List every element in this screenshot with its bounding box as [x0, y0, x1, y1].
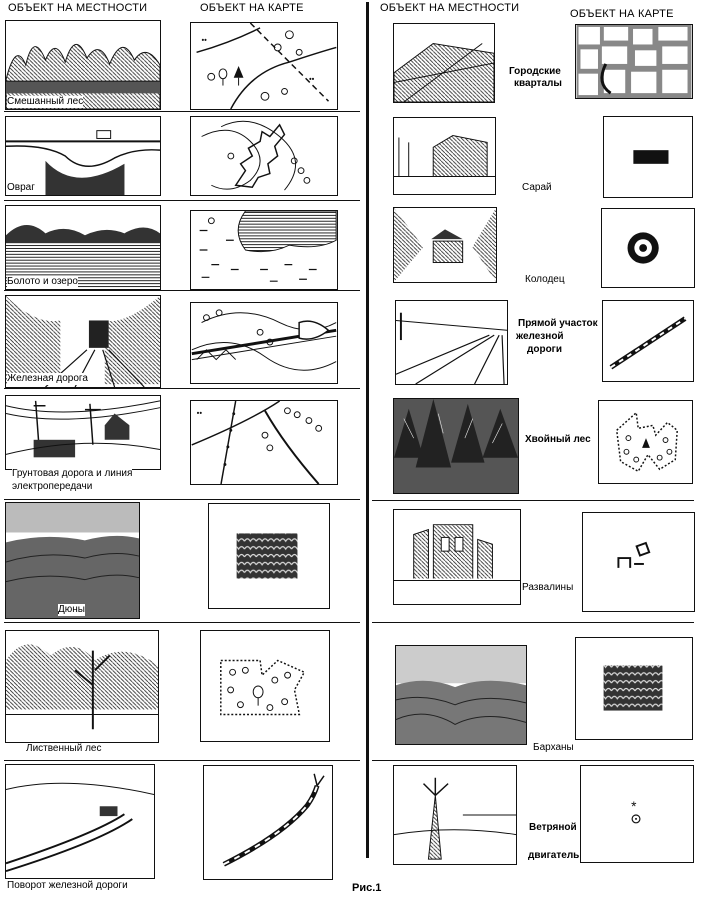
caption-coniferous-forest: Хвойный лес [525, 434, 591, 445]
header-left-terrain: ОБЪЕКТ НА МЕСТНОСТИ [8, 2, 148, 14]
caption-well: Колодец [525, 274, 565, 285]
row-separator [4, 111, 360, 112]
caption-city-blocks-line2: кварталы [514, 78, 562, 89]
caption-dirt-road-powerline-line2: электропередачи [12, 481, 93, 492]
caption-city-blocks-line1: Городские [509, 66, 561, 77]
barn-photo [393, 117, 496, 195]
row-separator [372, 500, 694, 501]
dirt-road-powerline-photo [5, 395, 161, 470]
caption-barn: Сарай [522, 182, 552, 193]
header-left-map: ОБЪЕКТ НА КАРТЕ [200, 2, 304, 14]
straight-railway-map-icon [602, 300, 694, 382]
caption-windmill-line2: двигатель [528, 850, 580, 861]
city-blocks-map-icon [575, 24, 693, 99]
well-photo [393, 207, 497, 283]
dunes-photo [5, 502, 140, 619]
dirt-road-powerline-map-icon [190, 400, 338, 485]
railway-map-icon [190, 302, 338, 384]
caption-dunes: Дюны [58, 604, 85, 615]
straight-railway-photo [395, 300, 508, 385]
deciduous-forest-map-icon [200, 630, 330, 742]
caption-straight-railway-line3: дороги [527, 344, 562, 355]
svg-text:••: •• [201, 35, 207, 45]
caption-straight-railway-line1: Прямой участок [518, 318, 598, 329]
barkhans-map-icon [575, 637, 693, 740]
windmill-map-icon [580, 765, 694, 863]
caption-ravine: Овраг [7, 182, 35, 193]
caption-railway-curve: Поворот железной дороги [7, 880, 128, 891]
svg-text:*: * [631, 799, 637, 815]
dunes-map-icon [208, 503, 330, 609]
deciduous-forest-photo [5, 630, 159, 743]
ruins-map-icon [582, 512, 695, 612]
city-blocks-photo [393, 23, 495, 103]
header-right-map: ОБЪЕКТ НА КАРТЕ [570, 8, 674, 20]
railway-curve-photo [5, 764, 155, 879]
row-separator [372, 760, 694, 761]
column-divider [366, 2, 369, 858]
railway-curve-map-icon [203, 765, 333, 880]
row-separator [4, 760, 360, 761]
swamp-lake-map-icon [190, 210, 338, 290]
header-right-terrain: ОБЪЕКТ НА МЕСТНОСТИ [380, 2, 520, 14]
caption-straight-railway-line2: железной [516, 331, 564, 342]
caption-windmill-line1: Ветряной [529, 822, 577, 833]
coniferous-forest-photo [393, 398, 519, 494]
row-separator [4, 290, 360, 291]
caption-ruins: Развалины [522, 582, 574, 593]
caption-swamp-lake: Болото и озеро [7, 276, 78, 287]
svg-text:••: •• [308, 74, 315, 84]
mixed-forest-map-icon [190, 22, 338, 110]
well-map-icon [601, 208, 695, 288]
caption-deciduous-forest: Лиственный лес [26, 743, 102, 754]
row-separator [4, 499, 360, 500]
row-separator [4, 622, 360, 623]
caption-barkhans: Барханы [533, 742, 574, 753]
ruins-photo [393, 509, 521, 605]
figure-label: Рис.1 [352, 882, 382, 894]
row-separator [4, 388, 360, 389]
caption-mixed-forest: Смешанный лес [7, 96, 84, 107]
barn-map-icon [603, 116, 693, 198]
caption-railway: Железная дорога [7, 373, 88, 384]
barkhans-photo [395, 645, 527, 745]
windmill-photo [393, 765, 517, 865]
row-separator [372, 622, 694, 623]
ravine-map-icon [190, 116, 338, 196]
coniferous-forest-map-icon [598, 400, 693, 484]
row-separator [4, 200, 360, 201]
caption-dirt-road-powerline-line1: Грунтовая дорога и линия [12, 468, 133, 479]
svg-text:••: •• [196, 408, 203, 418]
